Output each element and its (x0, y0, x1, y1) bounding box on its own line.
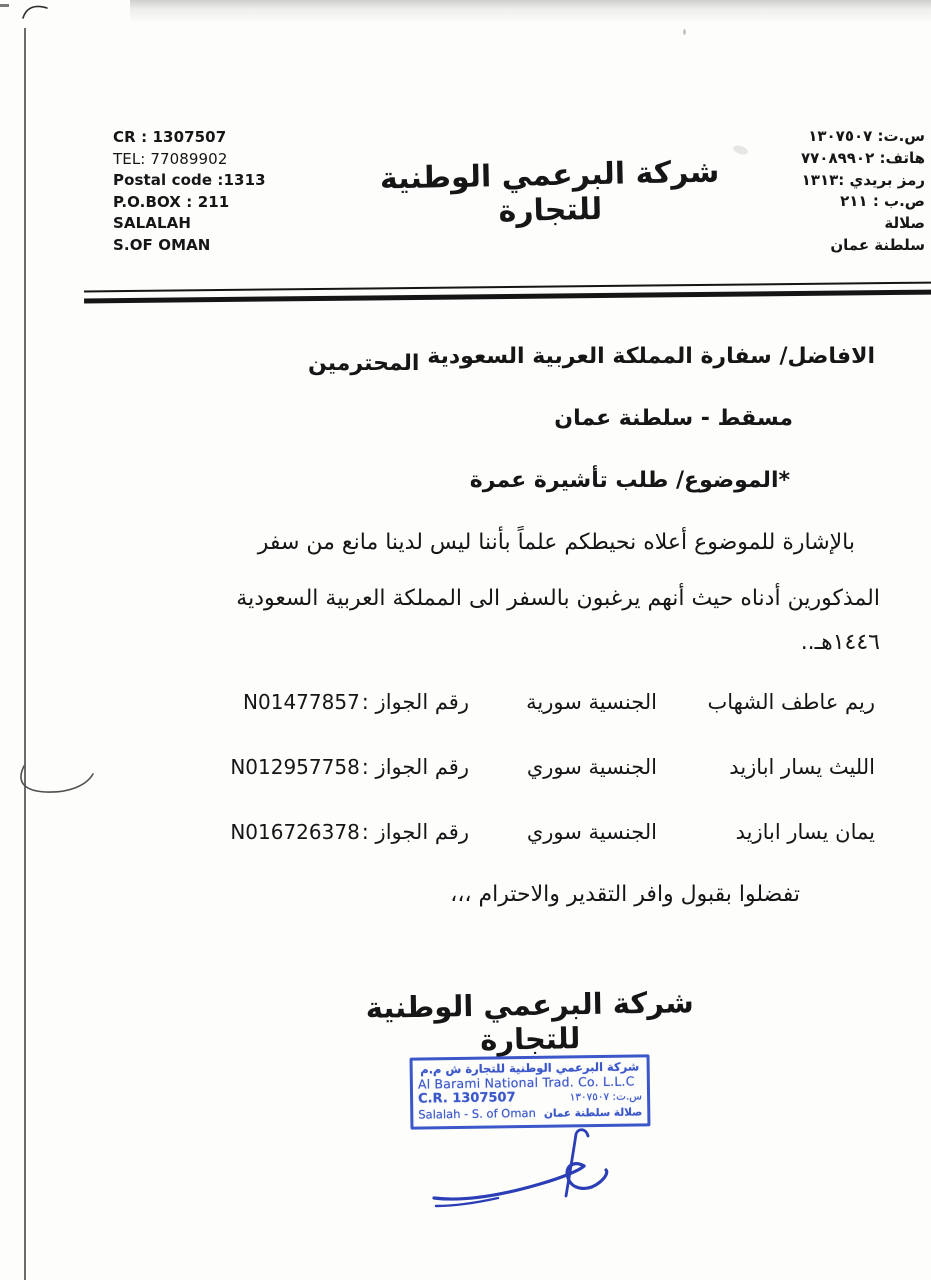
traveler-row (230, 755, 875, 779)
traveler-passport (230, 755, 469, 779)
passport-label: رقم الجواز : (361, 755, 469, 779)
cr-number-en: CR : 1307507 (113, 128, 227, 146)
scan-curve-artifact (0, 760, 100, 800)
passport-number: N016726378 (230, 820, 360, 844)
addressee-line: الافاضل/ سفارة المملكة العربية السعودية (427, 344, 875, 369)
company-stamp (410, 1054, 651, 1129)
country-ar: سلطنة عمان (830, 235, 925, 254)
closing-line: تفضلوا بقبول وافر التقدير والاحترام ،،، (450, 882, 800, 907)
stamp-cr-en: C.R. 1307507 (417, 1090, 516, 1107)
scan-corner-mark (0, 4, 9, 7)
handwritten-signature (428, 1126, 633, 1221)
stamp-cr-ar: س.ت: ١٣٠٧٥٠٧ (569, 1090, 643, 1104)
po-box-ar: ص.ب : ٢١١ (840, 192, 925, 211)
body-paragraph-line-3: ١٤٤٦هـ.. (800, 630, 880, 655)
signature-company-name: شركة البرعمي الوطنية للتجارة (365, 985, 695, 1057)
pen-mark-icon (20, 2, 50, 22)
stamp-place-ar: صلالة سلطنة عمان (543, 1106, 643, 1120)
passport-label: رقم الجواز : (361, 690, 469, 714)
traveler-row (243, 690, 875, 714)
stamp-company-en: Al Barami National Trad. Co. L.L.C (417, 1073, 635, 1092)
tel-number-en: TEL: 77089902 (113, 149, 228, 168)
body-paragraph-line-2: المذكورين أدناه حيث أنهم يرغبون بالسفر الى المملكة العربية السعودية (236, 586, 880, 611)
po-box-en: P.O.BOX : 211 (113, 192, 230, 211)
stamp-cr-row (418, 1088, 642, 1107)
scan-top-shadow (130, 0, 931, 24)
passport-label: رقم الجواز : (361, 820, 469, 844)
traveler-passport (243, 690, 469, 714)
company-name-header: شركة البرعمي الوطنية للتجارة (379, 154, 720, 230)
stamp-place-row (418, 1104, 642, 1123)
addressee-city-line: مسقط - سلطنة عمان (554, 406, 793, 431)
traveler-name: ريم عاطف الشهاب (707, 690, 875, 714)
passport-number: N01477857 (243, 690, 360, 714)
city-ar: صلالة (884, 214, 925, 233)
subject-line: *الموضوع/ طلب تأشيرة عمرة (469, 468, 790, 493)
traveler-nationality: الجنسية سورية (526, 690, 657, 714)
city-en: SALALAH (113, 214, 191, 233)
body-paragraph-line-1: بالإشارة للموضوع أعلاه نحيطكم علماً بأننا ليس لدينا مانع من سفر (257, 530, 855, 555)
addressee-honorific: المحترمين (308, 351, 420, 376)
postal-code-ar: رمز بريدي :١٣١٣ (801, 170, 925, 189)
scan-left-edge-line (24, 28, 26, 1280)
stamp-company-ar: شركة البرعمي الوطنية للتجارة ش م.م (420, 1059, 640, 1077)
header-contact-en (113, 127, 266, 257)
stamp-place-en: Salalah - S. of Oman (418, 1105, 536, 1122)
tel-number-ar: هاتف: ٧٧٠٨٩٩٠٢ (801, 148, 925, 167)
cr-number-ar: س.ت: ١٣٠٧٥٠٧ (808, 127, 925, 145)
header-divider-double-rule (84, 282, 931, 304)
traveler-name: الليث يسار ابازيد (729, 755, 875, 779)
scan-speck (683, 29, 686, 35)
traveler-row (230, 820, 875, 844)
traveler-nationality: الجنسية سوري (526, 820, 657, 844)
header-contact-ar (801, 126, 925, 257)
postal-code-en: Postal code :1313 (113, 171, 266, 190)
country-en: S.OF OMAN (113, 235, 211, 254)
traveler-nationality: الجنسية سوري (526, 755, 657, 779)
traveler-passport (230, 820, 469, 844)
passport-number: N012957758 (230, 755, 360, 779)
traveler-name: يمان يسار ابازيد (735, 820, 875, 844)
